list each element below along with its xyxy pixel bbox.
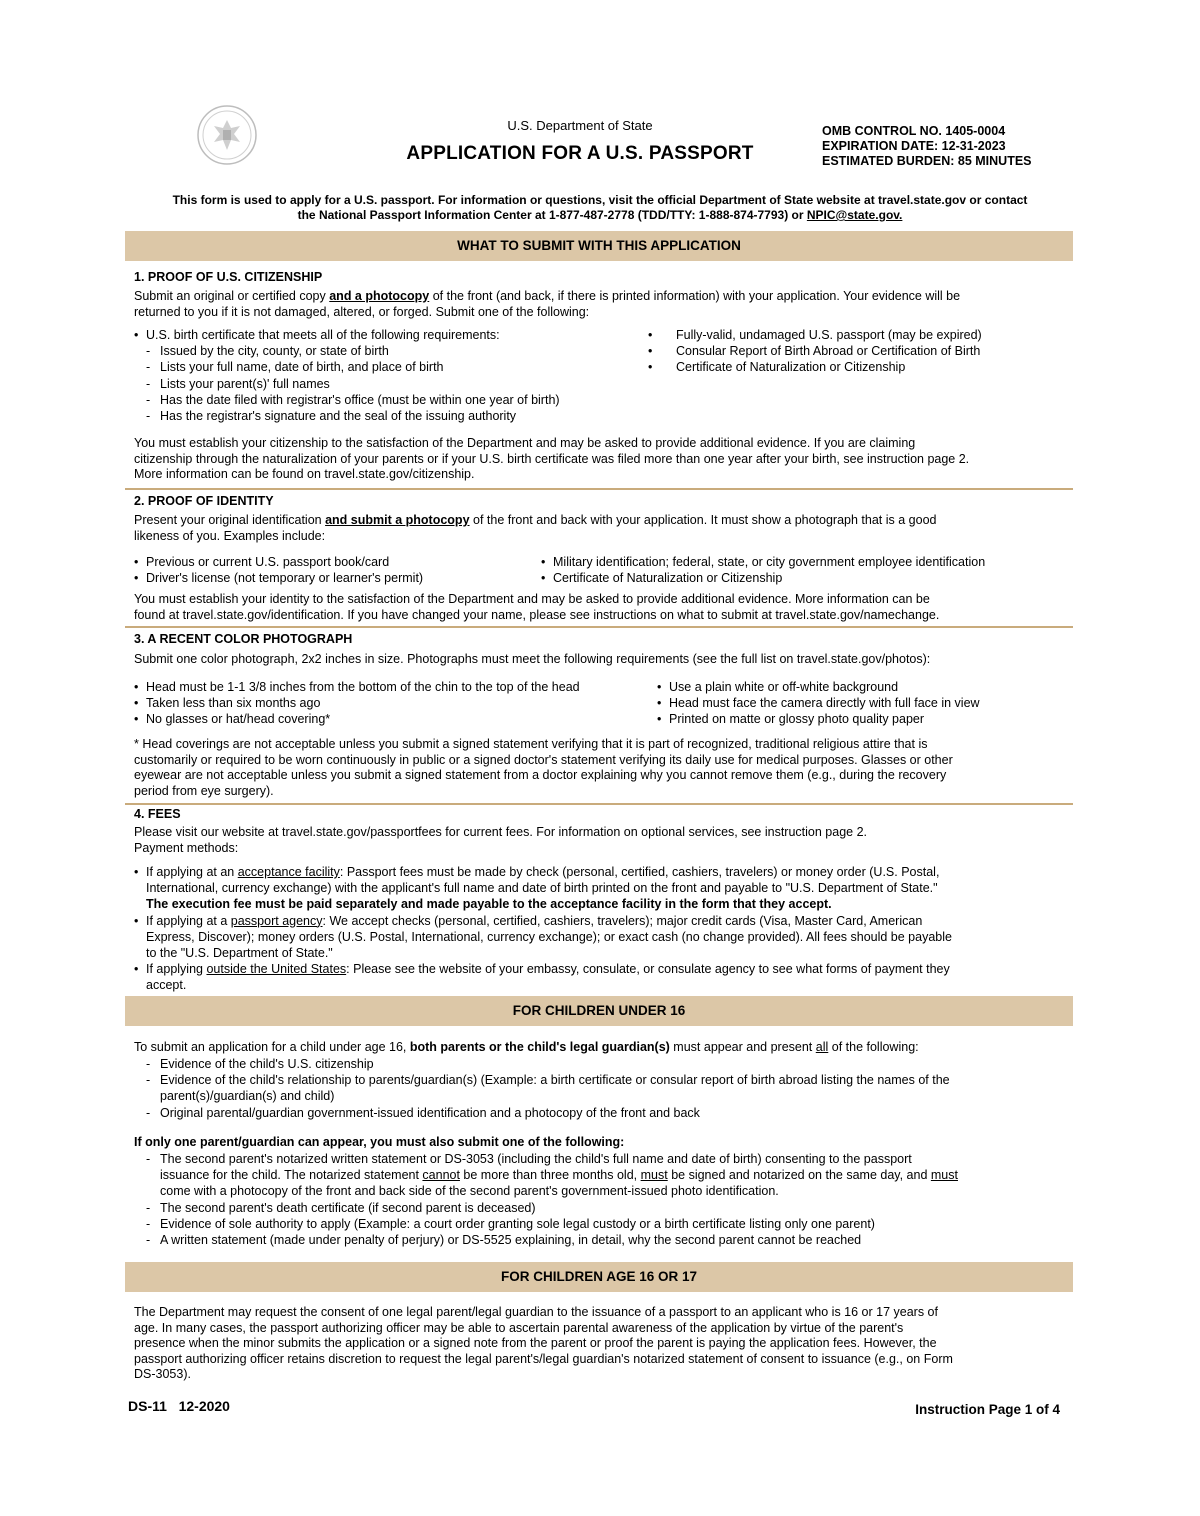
list-item: • Previous or current U.S. passport book/card (134, 554, 534, 570)
list-item: - Issued by the city, county, or state of birth (134, 343, 644, 359)
intro-text (134, 193, 1066, 223)
list-item: - The second parent's death certificate (if second parent is deceased) (134, 1200, 1074, 1216)
list-item: The execution fee must be paid separately and made payable to the acceptance facility in the form that they accept. (146, 897, 832, 912)
band-children-16-17: FOR CHILDREN AGE 16 OR 17 (125, 1262, 1073, 1292)
section-2-intro-line-1 (134, 513, 1074, 529)
s1-note-line: You must establish your citizenship to the satisfaction of the Department and may be asked to provide additional evidence. If you are claiming (134, 436, 916, 450)
children16-intro (134, 1040, 1074, 1056)
s1-p1-underline: and a photocopy (329, 289, 430, 303)
list-item: come with a photocopy of the front and back side of the second parent's government-issued photo identification. (160, 1184, 779, 1199)
s3-note-line: period from eye surgery). (134, 783, 274, 798)
section-3-right-list (657, 679, 1067, 728)
s4-i1-b: : Passport fees must be made by check (personal, certified, cashiers, travelers) or money order (U.S. Postal, (339, 865, 940, 879)
list-item: • Certificate of Naturalization or Citizenship (648, 359, 1068, 375)
c1617-line: passport authorizing officer retains discretion to request the legal parent's/legal guardian's notarized statement of consent to issuance (e.g., on Form (134, 1351, 953, 1366)
list-item: to the "U.S. Department of State." (146, 946, 333, 961)
list-item: - Original parental/guardian government-issued identification and a photocopy of the front and back (134, 1105, 1074, 1121)
list-item: - Has the date filed with registrar's office (must be within one year of birth) (134, 392, 644, 408)
c1617-line: age. In many cases, the passport authorizing officer may be able to ascertain parental awareness of the application by virtue of the parent's (134, 1320, 904, 1335)
c1617-line: The Department may request the consent of one legal parent/legal guardian to the issuance of a passport to an applicant who is 16 or 17 years of (134, 1305, 938, 1319)
list-item: accept. (146, 978, 187, 993)
c16-p1-bold: both parents or the child's legal guardian(s) (409, 1040, 670, 1054)
form-title: APPLICATION FOR A U.S. PASSPORT (406, 143, 754, 164)
section-3-left-list (134, 679, 654, 728)
children16-one-parent-heading: If only one parent/guardian can appear, you must also submit one of the following: (134, 1135, 625, 1149)
list-item: - The second parent's notarized written statement or DS-3053 (including the child's full name and date of birth) consenting to the passport (134, 1151, 1074, 1167)
section-1-note (134, 436, 1074, 483)
s4-i2-b: : We accept checks (personal, certified, cashiers, travelers); major credit cards (Visa, Master Card, American (322, 913, 923, 928)
section-3-note (134, 737, 1074, 799)
list-item: - Evidence of the child's relationship to parents/guardian(s) (Example: a birth certificate or consular report of birth abroad listing the names of the (134, 1072, 1074, 1088)
s2-p1-a: Present your original identification (134, 513, 326, 527)
section-3-heading: 3. A RECENT COLOR PHOTOGRAPH (134, 632, 353, 646)
section-2-heading: 2. PROOF OF IDENTITY (134, 494, 274, 508)
c16-p1-underline: all (815, 1040, 829, 1054)
s1-p1-b: of the front (and back, if there is printed information) with your application. Your evidence will be (429, 289, 961, 303)
section-3-intro: Submit one color photograph, 2x2 inches in size. Photographs must meet the following requirements (see the full list on travel.state.gov/photos): (134, 652, 931, 666)
c16-p1-a: To submit an application for a child under age 16, (134, 1040, 410, 1054)
list-item: • Head must be 1-1 3/8 inches from the bottom of the chin to the top of the head (134, 679, 654, 695)
list-item: - Lists your parent(s)' full names (134, 376, 644, 392)
list-item: International, currency exchange) with the applicant's full name and date of birth printed on the front and payable to "U.S. Department of State." (146, 881, 938, 896)
list-item: • Taken less than six months ago (134, 695, 654, 711)
list-item (134, 864, 1074, 880)
list-item: • U.S. birth certificate that meets all of the following requirements: (134, 327, 644, 343)
list-item: Express, Discover); money orders (U.S. Postal, International, currency exchange); or exact cash (no change provided). All fees should be payable (146, 929, 952, 944)
c16-p1-b: must appear and present (669, 1040, 816, 1054)
section-4-intro (134, 825, 1074, 856)
list-item: • Military identification; federal, state, or city government employee identification (541, 554, 1071, 570)
s4-i1-a: If applying at an (146, 865, 238, 879)
intro-line-1: This form is used to apply for a U.S. passport. For information or questions, visit the official Department of State website at travel.state.gov or contact (172, 193, 1028, 207)
section-1-left-list (134, 327, 644, 424)
form-id: DS-11 12-2020 (128, 1398, 230, 1414)
s2-p1-underline: and submit a photocopy (325, 513, 470, 527)
section-1-heading: 1. PROOF OF U.S. CITIZENSHIP (134, 270, 323, 284)
passport-agency-link: passport agency (230, 913, 323, 928)
list-item: parent(s)/guardian(s) and child) (160, 1089, 335, 1104)
intro-line-2 (134, 208, 1066, 223)
list-item: - Lists your full name, date of birth, and place of birth (134, 359, 644, 375)
c16-p1-c: of the following: (828, 1040, 919, 1054)
list-item: • Printed on matte or glossy photo quality paper (657, 711, 1067, 727)
section-1-right-list (648, 327, 1068, 376)
section-2-note (134, 592, 1074, 623)
section-2-left-list (134, 554, 534, 586)
s1-note-line: More information can be found on travel.state.gov/citizenship. (134, 467, 475, 481)
s4-i2-a: If applying at a (146, 913, 231, 928)
section-1-intro-line-2: returned to you if it is not damaged, altered, or forged. Submit one of the following: (134, 304, 590, 319)
band-what-to-submit: WHAT TO SUBMIT WITH THIS APPLICATION (125, 231, 1073, 261)
list-item (134, 961, 1074, 977)
estimated-burden: ESTIMATED BURDEN: 85 MINUTES (822, 154, 1032, 168)
list-item: • Use a plain white or off-white background (657, 679, 1067, 695)
c1617-line: presence when the minor submits the application or a signed note from the parent or proof the parent is paying the application fees. However, the (134, 1336, 937, 1350)
list-item: • Consular Report of Birth Abroad or Certification of Birth (648, 343, 1068, 359)
section-1-intro (134, 289, 1074, 320)
s4-i3-a: If applying (146, 962, 207, 977)
list-item (134, 1167, 1074, 1183)
payment-methods-list (134, 864, 1074, 994)
list-item: - Has the registrar's signature and the seal of the issuing authority (134, 408, 644, 424)
npic-email-link[interactable]: NPIC@state.gov. (806, 208, 903, 222)
band-children-under-16: FOR CHILDREN UNDER 16 (125, 996, 1073, 1026)
section-divider (125, 626, 1073, 628)
children16-requirements-list (134, 1056, 1074, 1121)
s3-note-line: customarily or required to be worn continuously in public or a signed doctor's statement verifying its daily use for medical purposes. Glasses or other (134, 752, 953, 767)
list-item: • Head must face the camera directly with full face in view (657, 695, 1067, 711)
s4-intro-line: Please visit our website at travel.state.gov/passportfees for current fees. For information on optional services, see instruction page 2. (134, 825, 868, 839)
omb-block (822, 124, 1092, 169)
section-2-intro (134, 513, 1074, 544)
section-2-right-list (541, 554, 1071, 586)
c16-o1-u3: must (930, 1168, 958, 1183)
s4-intro-line: Payment methods: (134, 840, 239, 855)
s3-note-line: * Head coverings are not acceptable unless you submit a signed statement verifying that it is part of recognized, traditional religious attire that is (134, 737, 928, 751)
s2-note-line: You must establish your identity to the satisfaction of the Department and may be asked to provide additional evidence. More information can be (134, 592, 930, 606)
intro-line-2-text: the National Passport Information Center at 1-877-487-2778 (TDD/TTY: 1-888-874-7793) or (297, 208, 804, 222)
c1617-line: DS-3053). (134, 1367, 191, 1381)
children1617-text (134, 1305, 1074, 1383)
list-item (134, 913, 1074, 929)
c16-o1-u1: cannot (422, 1168, 460, 1183)
department-name: U.S. Department of State (507, 118, 653, 133)
s3-note-line: eyewear are not acceptable unless you submit a signed statement from a doctor explaining why you cannot remove them (e.g., during the recovery (134, 768, 947, 782)
list-item: • No glasses or hat/head covering* (134, 711, 654, 727)
list-item: • Driver's license (not temporary or learner's permit) (134, 570, 534, 586)
section-2-intro-line-2: likeness of you. Examples include: (134, 528, 326, 543)
omb-control-number: OMB CONTROL NO. 1405-0004 (822, 124, 1006, 138)
list-item: • Certificate of Naturalization or Citizenship (541, 570, 1071, 586)
s4-i3-b: : Please see the website of your embassy, consulate, or consulate agency to see what forms of payment they (346, 962, 950, 977)
page-number: Instruction Page 1 of 4 (915, 1402, 1060, 1417)
c16-o1-b: issuance for the child. The notarized statement (160, 1168, 423, 1183)
expiration-date: EXPIRATION DATE: 12-31-2023 (822, 139, 1006, 153)
section-divider (125, 803, 1073, 805)
section-1-intro-line-1 (134, 289, 1074, 305)
acceptance-facility-link: acceptance facility (237, 865, 340, 879)
section-4-heading: 4. FEES (134, 807, 181, 821)
list-item: - A written statement (made under penalty of perjury) or DS-5525 explaining, in detail, why the second parent cannot be reached (134, 1232, 1074, 1248)
s1-p1-a: Submit an original or certified copy (134, 289, 330, 303)
section-divider (125, 488, 1073, 490)
outside-us-link: outside the United States (206, 962, 347, 977)
c16-o1-u2: must (640, 1168, 668, 1183)
s1-note-line: citizenship through the naturalization of your parents or if your U.S. birth certificate was filed more than one year after your birth, see instruction page 2. (134, 451, 970, 466)
list-item: - Evidence of the child's U.S. citizenship (134, 1056, 1074, 1072)
s2-note-line: found at travel.state.gov/identification. If you have changed your name, please see instructions on what to submit at travel.state.gov/namechange. (134, 607, 940, 622)
children16-one-parent-list (134, 1151, 1074, 1248)
list-item: - Evidence of sole authority to apply (Example: a court order granting sole legal custody or a birth certificate listing only one parent) (134, 1216, 1074, 1232)
s2-p1-b: of the front and back with your application. It must show a photograph that is a good (469, 513, 937, 527)
c16-o1-c: be more than three months old, (459, 1168, 641, 1183)
list-item: • Fully-valid, undamaged U.S. passport (may be expired) (648, 327, 1068, 343)
c16-o1-d: be signed and notarized on the same day, and (667, 1168, 931, 1183)
department-seal-icon (196, 104, 258, 166)
